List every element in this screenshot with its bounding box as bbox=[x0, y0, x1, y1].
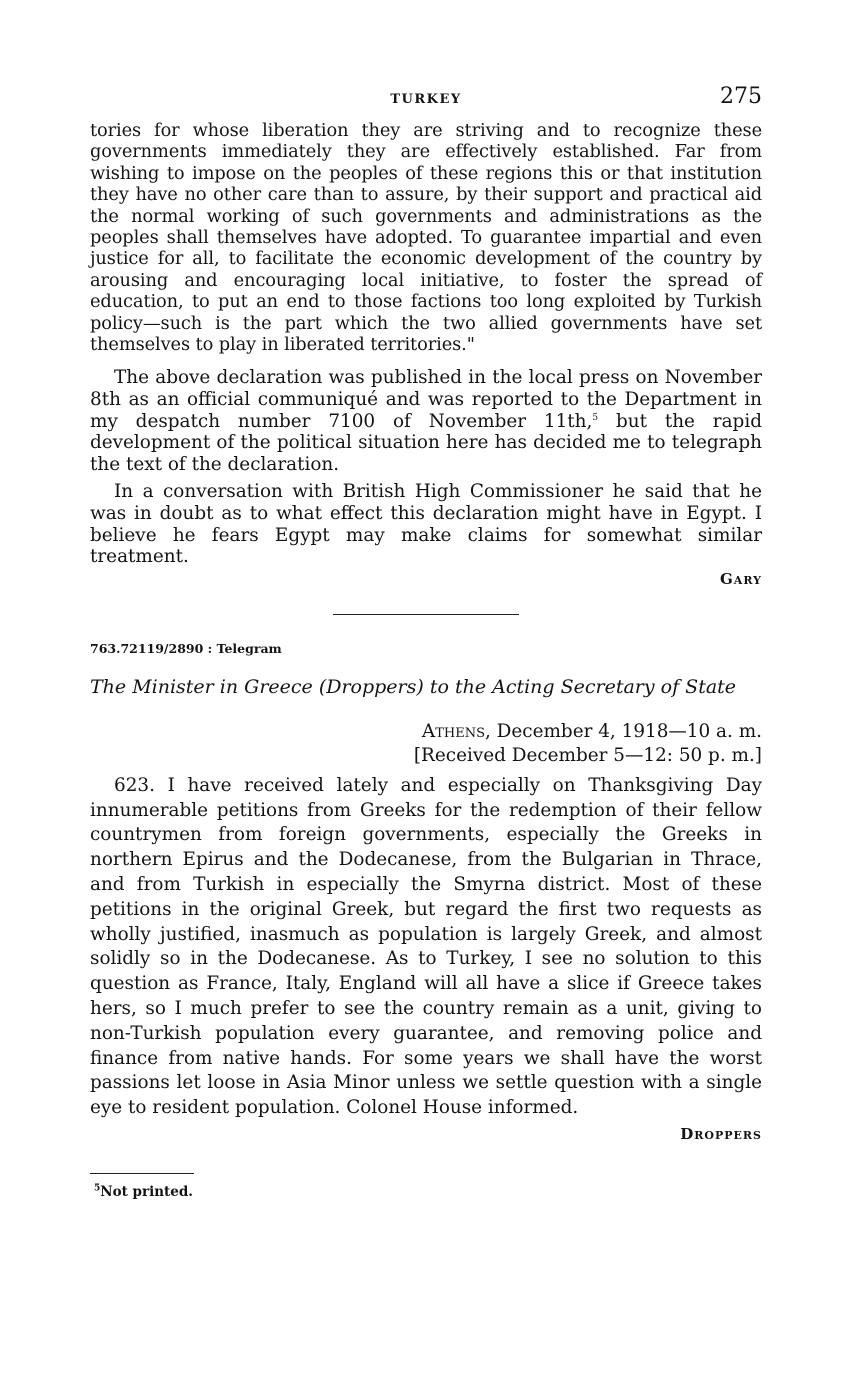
telegram-body: 623. I have received lately and especially on Thanksgiving Day innumerable petitions from Greeks for the redemption of their fellow countrymen from foreign governments, especially the Greeks in northern Epirus and the Dodecanese, from the Bulgarian in Thrace, and from Turkish in especially the Smyrna district. Most of these petitions in the original Greek, but regard the first two requests as wholly justified, inasmuch as population is largely Greek, and almost solidly so in the Dodecanese. As to Turkey, I see no solution to this question as France, Italy, England will all have a slice if Greece takes hers, so I much prefer to see the country remain as a unit, giving to non-Turkish population every guarantee, and removing police and finance from native hands. For some years we shall have the worst passions let loose in Asia Minor unless we settle question with a single eye to resident population. Colonel House informed. bbox=[90, 774, 762, 1119]
file-number: 763.72119/2890 : Telegram bbox=[90, 640, 282, 656]
document-title: The Minister in Greece (Droppers) to the Acting Secretary of State bbox=[90, 675, 737, 698]
running-head bbox=[90, 84, 762, 114]
footnote bbox=[90, 1184, 762, 1200]
document-page bbox=[90, 84, 762, 1200]
paragraph-conversation: In a conversation with British High Commissioner he said that he was in doubt as to what effect this declaration might have in Egypt. I believe he fears Egypt may make claims for somewhat similar treatment. bbox=[90, 481, 762, 568]
paragraph-publication-note bbox=[90, 367, 762, 475]
quoted-declaration-continuation bbox=[90, 120, 762, 355]
footnote-reference: 5 bbox=[592, 412, 599, 423]
page-number: 275 bbox=[720, 84, 762, 109]
signature-gary: Gary bbox=[719, 569, 762, 588]
signature-droppers: Droppers bbox=[680, 1124, 762, 1143]
section-divider bbox=[333, 614, 519, 615]
dateline-place: Athens bbox=[421, 720, 485, 742]
running-title: TURKEY bbox=[390, 92, 462, 107]
dateline-received: [Received December 5—12: 50 p. m.] bbox=[413, 744, 762, 766]
dateline-date: , December 4, 1918—10 a. m. bbox=[484, 720, 762, 742]
quote-paragraph: tories for whose liberation they are striving and to recognize these governments immediately they are effectively established. Far from wishing to impose on the peoples of these regions this or that institution they have no other care than to assure, by their support and practical aid the normal working of such governments and administrations as the peoples shall themselves have adopted. To guarantee impartial and even justice for all, to facilitate the economic development of the country by arousing and encouraging local initiative, to foster the spread of education, to put an end to those factions too long exploited by Turkish policy—such is the part which the two allied governments have set themselves to play in liberated territories." bbox=[90, 120, 762, 356]
paragraph-publication-text-b: but the rapid development of the political situation here has decided me to telegraph the text of the declaration. bbox=[90, 410, 762, 475]
footnote-marker: 5 bbox=[94, 1183, 101, 1194]
footnote-text: Not printed. bbox=[100, 1183, 194, 1200]
footnote-rule bbox=[90, 1173, 194, 1174]
paragraph-publication-text-a: The above declaration was published in the local press on November 8th as an official communiqué and was reported to the Department in my despatch number 7100 of November 11th, bbox=[90, 367, 762, 432]
dateline-sent bbox=[90, 720, 762, 744]
